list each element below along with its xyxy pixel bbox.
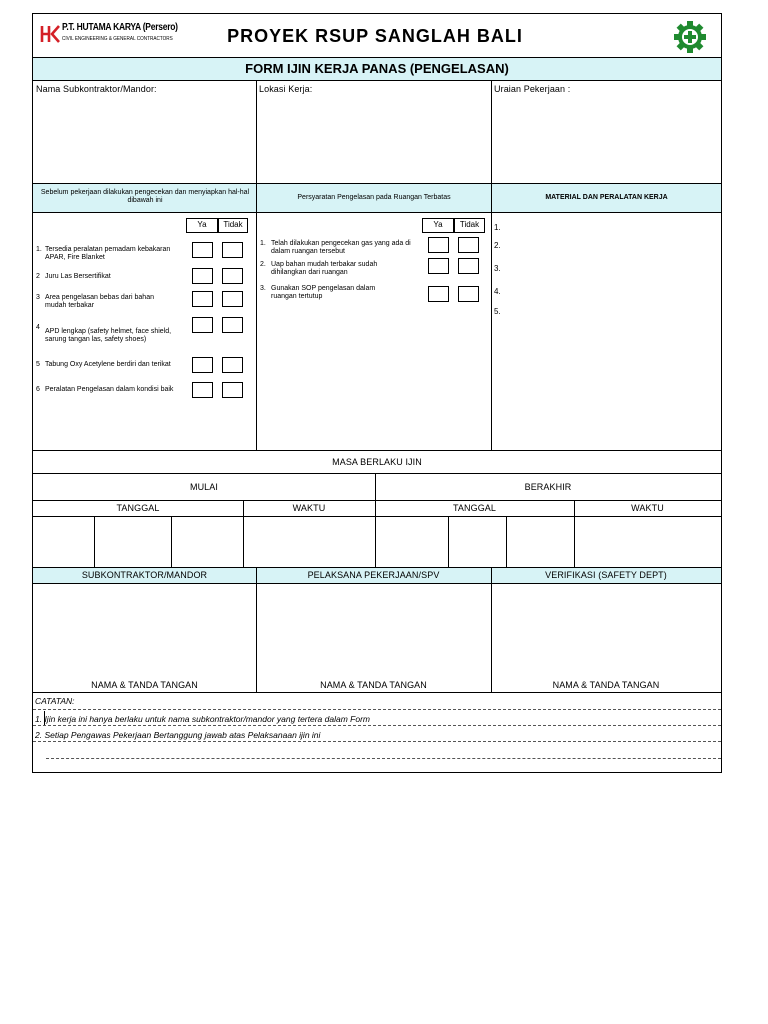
grid-line <box>171 516 172 567</box>
material-line: 4. <box>494 287 501 296</box>
grid-line <box>506 516 507 567</box>
material-line: 5. <box>494 307 501 316</box>
material-heading: MATERIAL DAN PERALATAN KERJA <box>545 194 668 201</box>
subcontractor-name-sign: NAMA & TANDA TANGAN <box>91 680 198 690</box>
end-label: BERAKHIR <box>524 482 572 492</box>
grid-line <box>94 516 95 567</box>
end-date-label: TANGGAL <box>452 503 497 513</box>
yes-column-header: Ya <box>186 218 218 233</box>
subcontractor-signature-heading: SUBKONTRAKTOR/MANDOR <box>81 570 208 580</box>
grid-line <box>33 500 721 501</box>
grid-line <box>375 473 376 567</box>
material-line: 3. <box>494 264 501 273</box>
no-column-header: Tidak <box>454 218 485 233</box>
note-cursor <box>44 711 45 725</box>
start-date-label: TANGGAL <box>116 503 160 513</box>
confined-space-heading: Persyaratan Pengelasan pada Ruangan Terbatas <box>297 194 451 201</box>
form-title: FORM IJIN KERJA PANAS (PENGELASAN) <box>245 61 509 76</box>
grid-line <box>33 80 721 81</box>
no-column-header: Tidak <box>218 218 248 233</box>
grid-line <box>33 473 721 474</box>
grid-line <box>491 567 492 692</box>
grid-line <box>33 516 721 517</box>
pre-check-heading: Sebelum pekerjaan dilakukan pengecekan dan menyiapkan hal-hal dibawah ini <box>40 189 250 204</box>
supervisor-name-sign: NAMA & TANDA TANGAN <box>320 680 427 690</box>
subcontractor-label: Nama Subkontraktor/Mandor: <box>36 84 157 94</box>
note-line-1: 1. Ijin kerja ini hanya berlaku untuk nama subkontraktor/mandor yang tertera dalam Form <box>35 714 370 724</box>
project-title: PROYEK RSUP SANGLAH BALI <box>227 26 523 46</box>
grid-line <box>33 567 721 568</box>
grid-line <box>256 80 257 450</box>
grid-line <box>33 183 721 184</box>
validity-title: MASA BERLAKU IJIN <box>332 457 422 467</box>
company-subtitle: CIVIL ENGINEERING & GENERAL CONTRACTORS <box>62 36 173 42</box>
grid-line <box>491 80 492 450</box>
job-description-label: Uraian Pekerjaan : <box>494 84 571 94</box>
start-time-label: WAKTU <box>292 503 326 513</box>
grid-line <box>33 450 721 451</box>
grid-line <box>33 583 721 584</box>
grid-line <box>256 567 257 692</box>
form-border <box>32 13 722 773</box>
start-label: MULAI <box>189 482 218 492</box>
location-label: Lokasi Kerja: <box>259 84 313 94</box>
grid-line <box>33 57 721 58</box>
safety-verification-heading: VERIFIKASI (SAFETY DEPT) <box>545 570 667 580</box>
end-time-label: WAKTU <box>631 503 664 513</box>
grid-line <box>33 692 721 693</box>
company-name: P.T. HUTAMA KARYA (Persero) <box>62 22 178 33</box>
notes-title: CATATAN: <box>35 696 75 706</box>
material-line: 1. <box>494 223 501 232</box>
grid-line <box>448 516 449 567</box>
yes-column-header: Ya <box>422 218 454 233</box>
note-line-2: 2. Setiap Pengawas Pekerjaan Bertanggung jawab atas Pelaksanaan ijin ini <box>35 730 321 740</box>
safety-name-sign: NAMA & TANDA TANGAN <box>552 680 660 690</box>
grid-line <box>574 500 575 567</box>
material-line: 2. <box>494 241 501 250</box>
supervisor-signature-heading: PELAKSANA PEKERJAAN/SPV <box>307 570 440 580</box>
grid-line <box>243 500 244 567</box>
grid-line <box>33 212 721 213</box>
